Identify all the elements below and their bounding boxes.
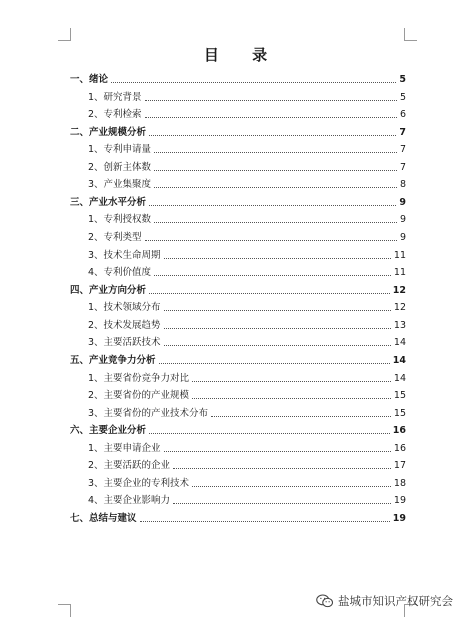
toc-entry[interactable] [88,318,406,332]
toc-entry-label: 4、专利价值度 [88,267,152,279]
toc-dot-leader [145,117,397,118]
toc-dot-leader [149,433,390,434]
toc-entry-label: 六、主要企业分析 [70,425,147,437]
toc-entry-label: 七、总结与建议 [70,513,137,524]
toc-entry-page: 14 [393,337,406,349]
toc-entry-label: 1、研究背景 [88,91,142,103]
toc-entry-label: 3、主要活跃技术 [88,337,161,349]
toc-entry-label: 四、产业方向分析 [70,284,147,296]
toc-entry[interactable] [88,177,406,191]
toc-entry[interactable] [88,142,406,156]
toc-dot-leader [145,240,397,241]
toc-entry-page: 7 [399,161,406,173]
toc-entry-label: 三、产业水平分析 [70,196,147,208]
toc-entry-page: 14 [393,372,406,384]
toc-entry[interactable] [88,265,406,279]
toc-dot-leader [211,416,391,417]
toc-dot-leader [192,381,391,382]
toc-entry-label: 2、专利检索 [88,109,142,121]
toc-entry[interactable] [88,248,406,262]
toc-dot-leader [154,152,397,153]
toc-entry-label: 2、专利类型 [88,232,142,244]
toc-entry-page: 7 [399,126,406,138]
toc-entry[interactable] [88,476,406,490]
toc-entry[interactable] [88,371,406,385]
toc-entry-label: 1、专利授权数 [88,214,152,226]
toc-dot-leader [154,222,397,223]
toc-entry-page: 9 [399,214,406,226]
toc-dot-leader [149,135,396,136]
toc-dot-leader [149,205,396,206]
toc-entry-label: 1、主要申请企业 [88,442,161,454]
toc-entry[interactable] [70,195,406,209]
toc-entry-page: 7 [399,144,406,156]
toc-dot-leader [149,293,390,294]
toc-dot-leader [154,187,397,188]
toc-entry-page: 8 [399,179,406,191]
toc-entry[interactable] [88,458,406,472]
toc-entry[interactable] [70,72,406,86]
toc-entry-page: 5 [399,74,406,85]
toc-entry-page: 18 [393,477,406,489]
toc-entry[interactable] [88,335,406,349]
toc-dot-leader [164,451,391,452]
toc-dot-leader [164,258,391,259]
toc-entry-label: 2、技术发展趋势 [88,319,161,331]
watermark [316,593,453,609]
toc-entry-page: 12 [392,284,406,296]
toc-entry-page: 15 [393,390,406,402]
toc-entry-page: 17 [393,460,406,472]
toc-entry-label: 3、主要省份的产业技术分布 [88,407,209,419]
toc-entry-label: 五、产业竞争力分析 [70,354,156,366]
toc-dot-leader [192,486,391,487]
toc-entry-label: 2、创新主体数 [88,161,152,173]
toc-entry-page: 12 [393,302,406,314]
toc-entry-page: 6 [399,109,406,121]
toc-entry[interactable] [70,511,406,525]
toc-entry-label: 2、主要活跃的企业 [88,460,171,472]
toc-entry-label: 4、主要企业影响力 [88,495,171,507]
toc-entry-label: 1、技术领域分布 [88,302,161,314]
toc-dot-leader [164,328,391,329]
toc-entry[interactable] [70,353,406,367]
page-title: 目 录 [203,46,282,64]
toc-entry-page: 11 [393,249,406,261]
toc-entry-page: 9 [399,196,406,208]
toc-entry-page: 19 [393,495,406,507]
toc-entry-label: 3、技术生命周期 [88,249,161,261]
toc-entry-label: 二、产业规模分析 [70,126,147,138]
toc-entry[interactable] [88,406,406,420]
toc-entry-label: 3、主要企业的专利技术 [88,477,190,489]
toc-entry[interactable] [70,423,406,437]
toc-dot-leader [192,398,391,399]
toc-dot-leader [164,345,391,346]
toc-entry[interactable] [88,493,406,507]
toc-entry[interactable] [88,441,406,455]
toc-dot-leader [159,363,390,364]
toc-dot-leader [145,100,397,101]
toc-entry[interactable] [88,230,406,244]
toc-entry[interactable] [88,300,406,314]
toc-entry[interactable] [88,388,406,402]
watermark-text: 盐城市知识产权研究会 [338,594,453,608]
toc-dot-leader [154,170,397,171]
toc-entry-page: 14 [392,354,406,366]
toc-entry-page: 9 [399,232,406,244]
toc-dot-leader [164,310,391,311]
toc-entry-label: 1、主要省份竞争力对比 [88,372,190,384]
toc-entry-page: 15 [393,407,406,419]
toc-entry-label: 1、专利申请量 [88,144,152,156]
toc-entry-page: 13 [393,319,406,331]
wechat-icon [316,594,334,608]
toc-entry[interactable] [88,212,406,226]
toc-dot-leader [173,503,391,504]
toc-entry-page: 11 [393,267,406,279]
toc-entry-page: 19 [392,513,406,524]
toc-entry[interactable] [70,283,406,297]
toc-dot-leader [111,82,396,83]
toc-entry-label: 3、产业集聚度 [88,179,152,191]
toc-dot-leader [140,521,390,522]
toc-dot-leader [173,468,391,469]
toc-entry-label: 2、主要省份的产业规模 [88,390,190,402]
toc-entry[interactable] [88,90,406,104]
toc-entry-page: 5 [399,91,406,103]
toc-entry-page: 16 [392,425,406,437]
toc-entry-label: 一、绪论 [70,74,109,85]
toc-entry[interactable] [88,107,406,121]
toc-entry[interactable] [70,125,406,139]
toc-dot-leader [154,275,391,276]
toc-entry-page: 16 [393,442,406,454]
toc-entry[interactable] [88,160,406,174]
